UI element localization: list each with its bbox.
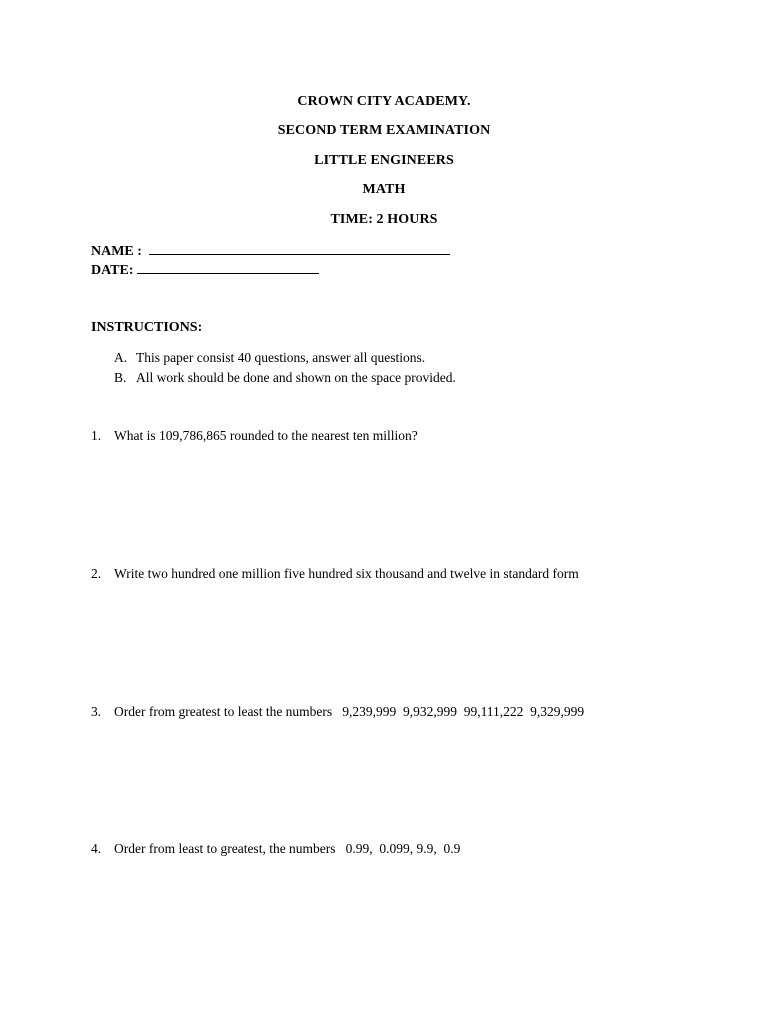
class-name: LITTLE ENGINEERS: [314, 153, 454, 168]
date-field: [91, 261, 319, 279]
question-number: 4.: [91, 841, 102, 856]
instruction-item: [114, 350, 425, 366]
instruction-text: This paper consist 40 questions, answer all questions.: [136, 350, 426, 365]
question-number: 3.: [91, 704, 102, 719]
date-label: DATE:: [91, 263, 134, 278]
question-text: Order from greatest to least the numbers: [114, 704, 333, 719]
name-label: NAME :: [91, 244, 142, 259]
question-text: What is 109,786,865 rounded to the nearest ten million?: [114, 428, 418, 443]
question-4: [91, 841, 460, 857]
exam-duration: TIME: 2 HOURS: [330, 212, 438, 227]
question-numbers: 0.99, 0.099, 9.9, 0.9: [345, 841, 461, 856]
question-text: Order from least to greatest, the numbers: [114, 841, 336, 856]
question-text: Write two hundred one million five hundred six thousand and twelve in standard form: [114, 566, 579, 581]
question-number: 2.: [91, 566, 102, 581]
name-blank[interactable]: [149, 242, 450, 255]
name-field: [91, 242, 450, 260]
instruction-text: All work should be done and shown on the space provided.: [136, 370, 456, 385]
exam-title: SECOND TERM EXAMINATION: [277, 123, 491, 138]
date-blank[interactable]: [137, 261, 319, 274]
question-1: [91, 428, 418, 444]
question-2: [91, 566, 579, 582]
instruction-item: [114, 370, 456, 386]
question-3: [91, 704, 584, 720]
instructions-title: INSTRUCTIONS:: [91, 320, 203, 335]
question-numbers: 9,239,999 9,932,999 99,111,222 9,329,999: [342, 704, 585, 719]
school-name: CROWN CITY ACADEMY.: [297, 94, 471, 109]
question-number: 1.: [91, 428, 102, 443]
instruction-marker: B.: [114, 370, 127, 385]
instruction-marker: A.: [114, 350, 128, 365]
subject-name: MATH: [362, 182, 406, 197]
